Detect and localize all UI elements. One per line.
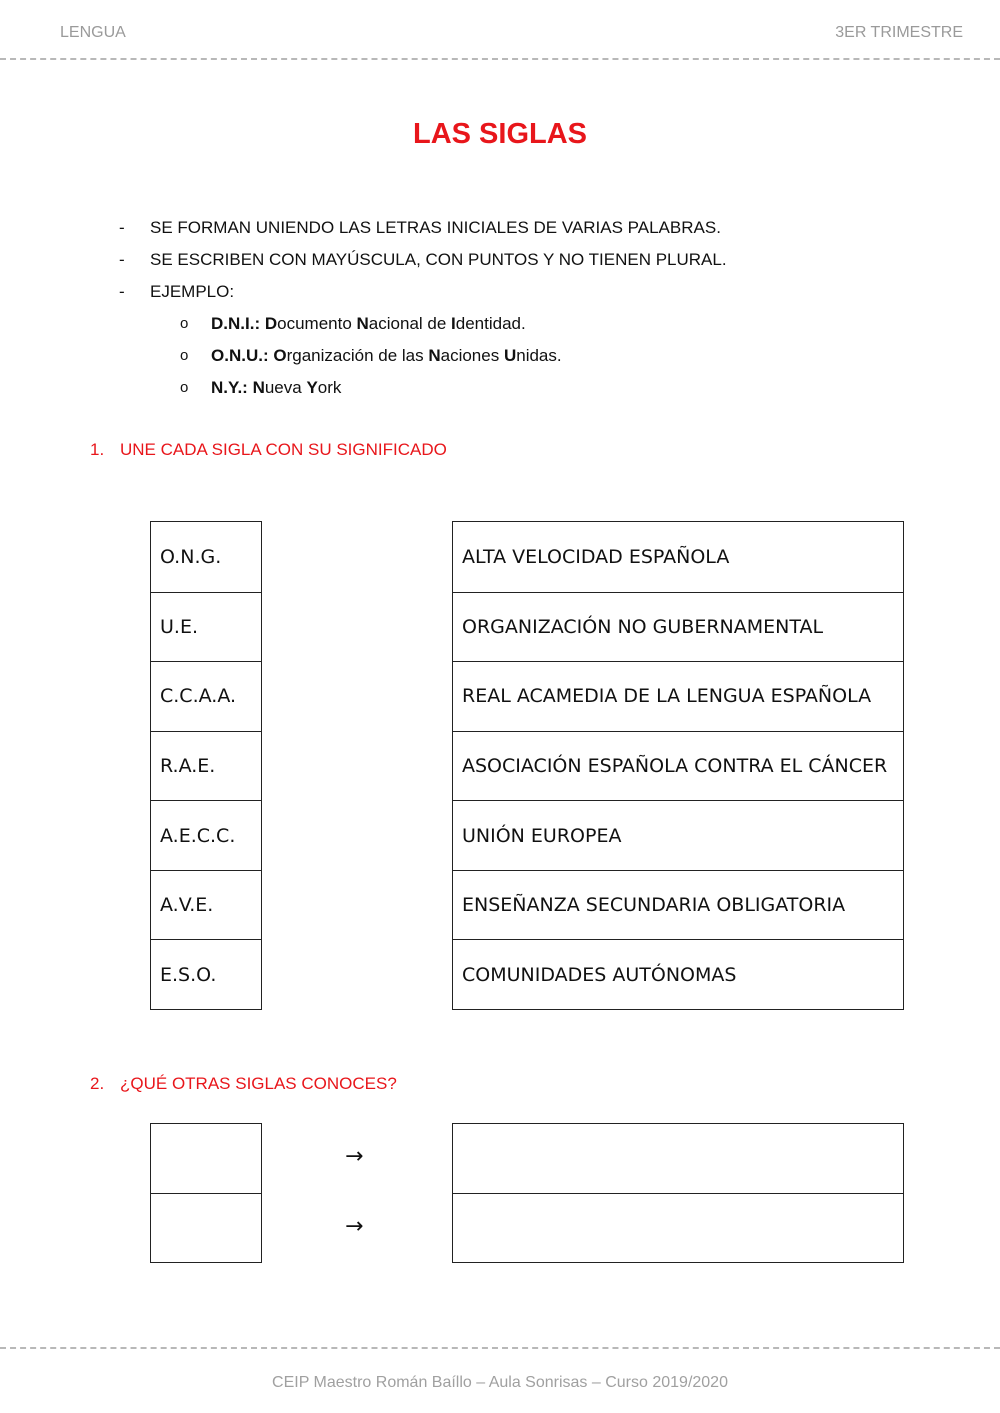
example-sigla: D.N.I.: bbox=[211, 314, 265, 333]
footer-divider bbox=[0, 1347, 1000, 1349]
example-initial: D bbox=[264, 314, 278, 333]
meanings-column bbox=[452, 521, 904, 1010]
example-initial: N bbox=[252, 378, 265, 397]
exercise-1-number: 1. bbox=[90, 440, 105, 459]
header-subject: LENGUA bbox=[60, 24, 126, 41]
exercise-2-heading bbox=[90, 1074, 397, 1094]
arrow-icon: → bbox=[345, 1144, 364, 1169]
exercise-1-label: UNE CADA SIGLA CON SU SIGNIFICADO bbox=[120, 440, 447, 459]
sigla-cell[interactable]: U.E. bbox=[151, 592, 261, 662]
exercise-2-meanings-column bbox=[452, 1123, 904, 1263]
rule-item bbox=[116, 280, 727, 312]
rule-text: SE FORMAN UNIENDO LAS LETRAS INICIALES DE VARIAS PALABRAS. bbox=[150, 218, 721, 237]
meaning-cell[interactable]: ENSEÑANZA SECUNDARIA OBLIGATORIA bbox=[453, 870, 903, 940]
rule-text: SE ESCRIBEN CON MAYÚSCULA, CON PUNTOS Y NO TIENEN PLURAL. bbox=[150, 250, 727, 269]
sigla-input-cell[interactable] bbox=[151, 1193, 261, 1262]
example-text: nidas. bbox=[516, 346, 562, 365]
page-title: LAS SIGLAS bbox=[412, 118, 587, 150]
circle-bullet: o bbox=[180, 347, 189, 364]
exercise-2-label: ¿QUÉ OTRAS SIGLAS CONOCES? bbox=[120, 1074, 397, 1093]
example-text: acional de bbox=[368, 314, 452, 333]
meaning-cell[interactable]: ORGANIZACIÓN NO GUBERNAMENTAL bbox=[453, 592, 903, 662]
meaning-cell[interactable]: ASOCIACIÓN ESPAÑOLA CONTRA EL CÁNCER bbox=[453, 731, 903, 801]
rule-text: EJEMPLO: bbox=[150, 282, 235, 301]
meaning-cell[interactable]: REAL ACAMEDIA DE LA LENGUA ESPAÑOLA bbox=[453, 661, 903, 731]
exercise-1-heading bbox=[90, 440, 447, 460]
sigla-input-cell[interactable] bbox=[151, 1124, 261, 1193]
sigla-cell[interactable]: A.E.C.C. bbox=[151, 800, 261, 870]
example-text: rganización de las bbox=[286, 346, 429, 365]
example-text: ork bbox=[317, 378, 342, 397]
example-sigla: O.N.U.: bbox=[211, 346, 274, 365]
sigla-cell[interactable]: C.C.A.A. bbox=[151, 661, 261, 731]
example-item bbox=[116, 376, 727, 408]
example-text: aciones bbox=[440, 346, 504, 365]
exercise-2-number: 2. bbox=[90, 1074, 105, 1093]
example-text: dentidad. bbox=[455, 314, 526, 333]
example-initial: N bbox=[428, 346, 441, 365]
sigla-cell[interactable]: E.S.O. bbox=[151, 939, 261, 1009]
rule-item bbox=[116, 216, 727, 248]
meaning-cell[interactable]: COMUNIDADES AUTÓNOMAS bbox=[453, 939, 903, 1009]
circle-bullet: o bbox=[180, 379, 189, 396]
example-text: ocumento bbox=[277, 314, 357, 333]
header-term: 3ER TRIMESTRE bbox=[835, 24, 963, 41]
siglas-column bbox=[150, 521, 262, 1010]
circle-bullet: o bbox=[180, 315, 189, 332]
meaning-cell[interactable]: UNIÓN EUROPEA bbox=[453, 800, 903, 870]
example-initial: U bbox=[503, 346, 517, 365]
meaning-cell[interactable]: ALTA VELOCIDAD ESPAÑOLA bbox=[462, 545, 730, 568]
dash-bullet: - bbox=[119, 218, 125, 237]
exercise-2-siglas-column bbox=[150, 1123, 262, 1263]
meaning-input-cell[interactable] bbox=[453, 1193, 903, 1262]
example-initial: N bbox=[356, 314, 369, 333]
dash-bullet: - bbox=[119, 282, 125, 301]
sigla-cell[interactable]: O.N.G. bbox=[160, 545, 222, 568]
footer-text: CEIP Maestro Román Baíllo – Aula Sonrisas – Curso 2019/2020 bbox=[272, 1374, 728, 1391]
example-sigla: N.Y.: bbox=[211, 378, 253, 397]
dash-bullet: - bbox=[119, 250, 125, 269]
example-initial: I bbox=[451, 314, 456, 333]
rules-list bbox=[116, 216, 727, 408]
sigla-cell[interactable]: A.V.E. bbox=[151, 870, 261, 940]
example-item bbox=[116, 344, 727, 376]
example-text: ueva bbox=[264, 378, 307, 397]
arrow-icon: → bbox=[345, 1214, 364, 1239]
example-item bbox=[116, 312, 727, 344]
header-divider bbox=[0, 58, 1000, 60]
sigla-cell[interactable]: R.A.E. bbox=[151, 731, 261, 801]
example-initial: Y bbox=[306, 378, 318, 397]
rule-item bbox=[116, 248, 727, 280]
example-initial: O bbox=[273, 346, 287, 365]
meaning-input-cell[interactable] bbox=[453, 1124, 903, 1193]
